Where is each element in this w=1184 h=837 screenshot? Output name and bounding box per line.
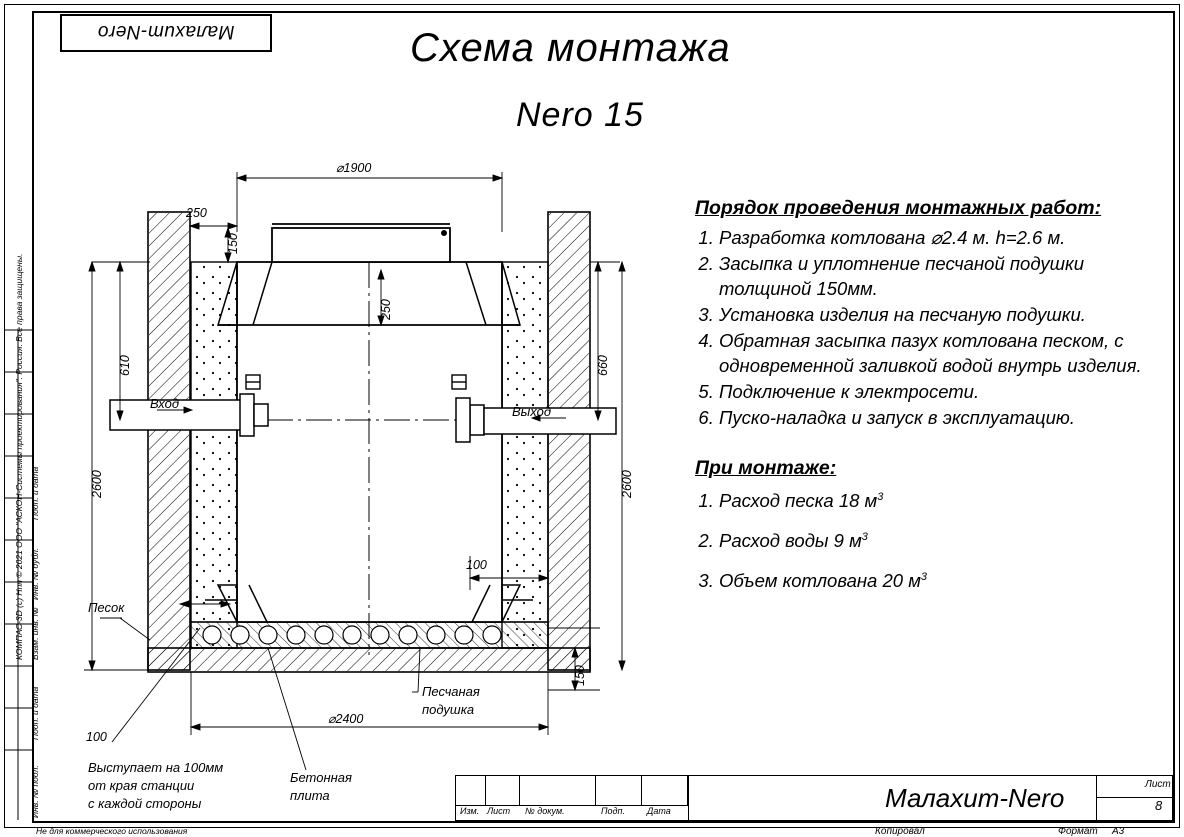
notes-item-sup: 3 (920, 571, 927, 584)
notes-item-text: Расход воды 9 м (719, 530, 862, 552)
notes-item: 4. Обратная засыпка пазух котлована песком, с одновременной заливкой водой внутрь изделия. (719, 328, 1165, 378)
notes-section2 (695, 456, 1165, 593)
margin-text-vzam-inv: Взам. инв. № (30, 607, 40, 660)
page-title: Схема монтажа (410, 26, 731, 70)
tb-header-data: Дата (647, 806, 671, 816)
logo-text: Малахит-Nero (97, 21, 235, 42)
dim-150-bottom: 150 (573, 665, 587, 686)
notes-section2-list (695, 485, 1165, 593)
margin-text-podp-data-1: Подп. и дата (30, 466, 40, 520)
tb-format-label: Формат (1058, 826, 1098, 837)
notes-item-sup: 3 (877, 491, 884, 503)
dim-660: 660 (596, 355, 610, 376)
label-sand-pillow-line1: Песчаная (422, 684, 480, 699)
notes-item: 2. Засыпка и уплотнение песчаной подушки толщиной 150мм. (719, 251, 1165, 301)
notes-item-text: Объем котлована 20 м (719, 570, 921, 592)
notes-item (719, 565, 1165, 593)
dim-150-top: 150 (226, 233, 240, 254)
page-subtitle: Nero 15 (516, 96, 644, 134)
label-concrete-line2: плита (290, 788, 330, 803)
notes-section1-list (695, 225, 1165, 430)
margin-text-kompas: КОМПАС-3D (c) Нпп © 2021 ООО "АСКОН-Системы проектирования". Россия. Все права защищены. (14, 253, 24, 660)
notes-section2-title: При монтаже: (695, 457, 837, 479)
notes-item-text: Расход песка 18 м (719, 490, 878, 512)
notes-item: 6. Пуско-наладка и запуск в эксплуатацию. (719, 405, 1165, 430)
dim-100-bottom: 100 (86, 730, 107, 744)
tb-list-label: Лист (1145, 779, 1171, 790)
tb-col-data (642, 776, 688, 806)
margin-text-inv-podl: Инв. № подл. (30, 765, 40, 818)
label-inlet: Вход (150, 396, 180, 411)
tb-col-doc (520, 776, 596, 806)
notes-item (719, 485, 1165, 513)
tb-product-name: Малахит-Nero (885, 783, 1065, 813)
tb-header-izm: Изм. (460, 806, 480, 816)
dim-610: 610 (118, 355, 132, 376)
notes-panel (695, 196, 1165, 605)
dim-2600-left: 2600 (90, 470, 104, 498)
tb-divider (688, 776, 689, 820)
margin-text-inv-dubl: Инв. № дубл. (30, 547, 40, 600)
label-protrude-line2: от края станции (88, 778, 195, 793)
label-concrete-line1: Бетонная (290, 770, 352, 785)
label-protrude-line1: Выступает на 100мм (88, 760, 224, 775)
notes-item: 5. Подключение к электросети. (719, 379, 1165, 404)
notes-item: 1. Разработка котлована ⌀2.4 м. h=2.6 м. (719, 225, 1165, 250)
dim-250-top: 250 (186, 206, 207, 220)
notes-section1-title: Порядок проведения монтажных работ: (695, 197, 1102, 219)
tb-col-podp (596, 776, 642, 806)
tb-header-doc: № докум. (525, 806, 565, 816)
notes-item: 3. Установка изделия на песчаную подушки. (719, 302, 1165, 327)
dim-250-mid: 250 (379, 299, 393, 320)
dim-100-right: 100 (466, 558, 487, 572)
label-sand-pillow-line2: подушка (422, 702, 475, 717)
tb-header-list: Лист (487, 806, 511, 816)
dim-bottom-diameter: ⌀2400 (328, 712, 364, 726)
dim-2600-right: 2600 (620, 470, 634, 498)
notes-item (719, 525, 1165, 553)
footnote: Не для коммерческого использования (36, 826, 188, 836)
tb-copied: Копировал (875, 826, 925, 837)
notes-item-sup: 3 (861, 531, 868, 544)
tb-header-podp: Подп. (601, 806, 625, 816)
label-sand: Песок (88, 600, 125, 615)
tb-col-izm (456, 776, 486, 806)
dim-top-diameter: ⌀1900 (336, 161, 372, 175)
tb-list-value: 8 (1155, 798, 1163, 813)
label-protrude-line3: с каждой стороны (88, 796, 202, 811)
tb-format-value: А3 (1112, 826, 1125, 837)
label-outlet: Выход (512, 404, 552, 419)
margin-text-podp-data-2: Подп. и дата (30, 686, 40, 740)
tb-col-list (486, 776, 520, 806)
